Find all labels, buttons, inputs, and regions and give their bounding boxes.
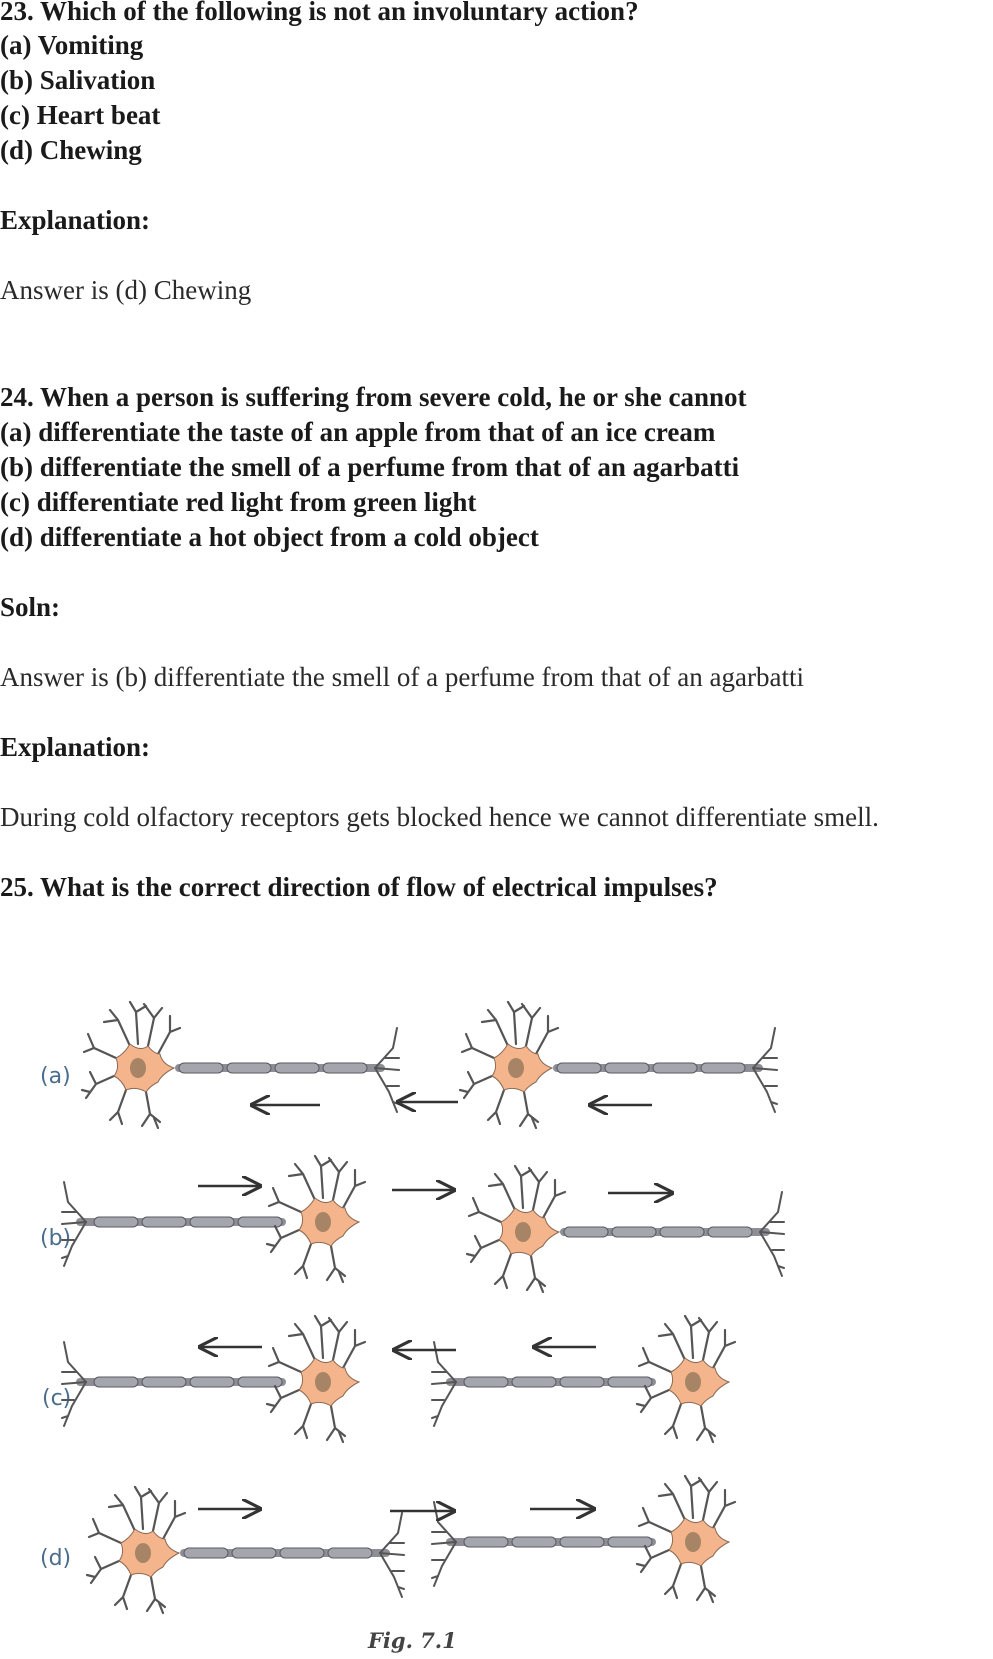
figure-caption: Fig. 7.1 <box>368 1628 457 1653</box>
q23-option-c: (c) Heart beat <box>0 100 161 130</box>
neuron-axon <box>432 1502 656 1586</box>
row-c <box>42 1316 735 1442</box>
label-c: (c) <box>42 1386 72 1411</box>
row-b <box>40 1156 784 1292</box>
neuron-axon <box>175 1028 399 1112</box>
q24-option-b: (b) differentiate the smell of a perfume from that of an agarbatti <box>0 452 740 482</box>
q24-answer: Answer is (b) differentiate the smell of a perfume from that of an agarbatti <box>0 662 804 692</box>
neuron-axon <box>180 1513 404 1597</box>
neuron-cell-body <box>87 1487 185 1613</box>
q23-option-d: (d) Chewing <box>0 135 142 165</box>
q23-option-a: (a) Vomiting <box>0 30 144 60</box>
neuron-axon <box>432 1342 656 1426</box>
neuron-cell-body <box>460 1002 558 1128</box>
q24-option-d: (d) differentiate a hot object from a cold object <box>0 522 539 552</box>
q23-question: 23. Which of the following is not an involuntary action? <box>0 0 639 26</box>
neuron-axon <box>560 1192 784 1276</box>
label-b: (b) <box>40 1226 72 1251</box>
label-d: (d) <box>40 1546 72 1571</box>
q24-explanation-heading: Explanation: <box>0 732 151 762</box>
row-d <box>40 1476 735 1613</box>
q24-option-a: (a) differentiate the taste of an apple from that of an ice cream <box>0 417 716 447</box>
neuron-axon <box>62 1342 286 1426</box>
neuron-axon <box>62 1182 286 1266</box>
row-a <box>40 1002 777 1128</box>
q24-option-c: (c) differentiate red light from green light <box>0 487 477 517</box>
q23-explanation-heading: Explanation: <box>0 205 151 235</box>
q23-answer: Answer is (d) Chewing <box>0 275 252 305</box>
q24-soln-heading: Soln: <box>0 592 61 622</box>
q24-explanation: During cold olfactory receptors gets blocked hence we cannot differentiate smell. <box>0 802 879 832</box>
neuron-cell-body <box>467 1166 565 1292</box>
neuron-axon <box>553 1028 777 1112</box>
label-a: (a) <box>40 1064 71 1089</box>
q24-question: 24. When a person is suffering from severe cold, he or she cannot <box>0 382 747 412</box>
neuron-figure <box>0 960 993 1650</box>
neuron-cell-body <box>82 1002 180 1128</box>
q23-option-b: (b) Salivation <box>0 65 156 95</box>
q25-question: 25. What is the correct direction of flow of electrical impulses? <box>0 872 718 902</box>
